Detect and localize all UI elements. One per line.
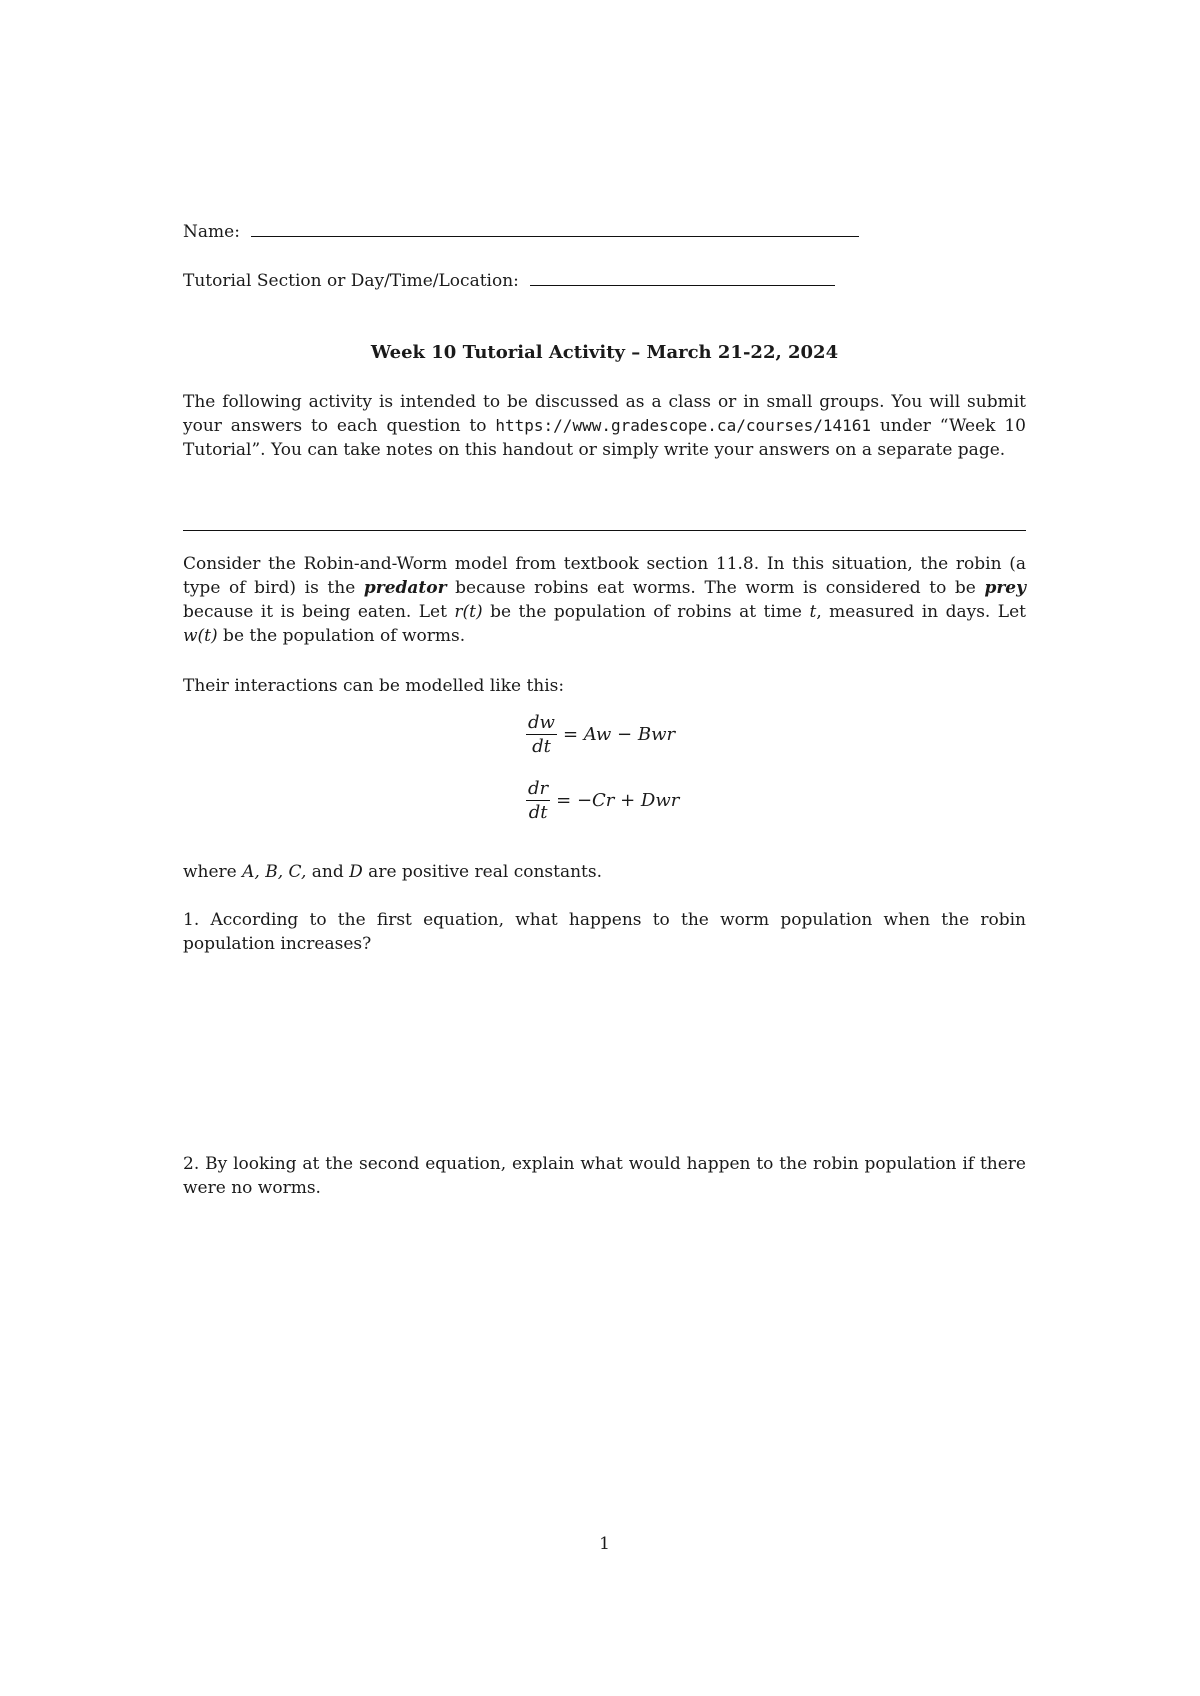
context-text-5: , measured in days. Let bbox=[816, 602, 1026, 622]
document-page bbox=[183, 0, 1026, 1696]
intro-text-after: under “Week 10 Tutorial”. You can take notes on this handout or simply write your answers on a separate page. bbox=[183, 416, 1026, 460]
context-paragraph bbox=[183, 552, 1026, 648]
page-number: 1 bbox=[599, 1534, 610, 1554]
prey-term: prey bbox=[984, 578, 1026, 598]
predator-term: predator bbox=[363, 578, 447, 598]
page-title: Week 10 Tutorial Activity – March 21-22, 2024 bbox=[370, 342, 839, 363]
worm-population-symbol: w(t) bbox=[183, 626, 218, 646]
dw-dt-fraction bbox=[526, 712, 557, 757]
context-text-6: be the population of worms. bbox=[217, 626, 466, 646]
worm-equation-rhs: = Aw − Bwr bbox=[562, 724, 676, 745]
context-text-1: Consider the Robin-and-Worm model from textbook section 11.8. In this situation, the robin (a type of bird) is the bbox=[183, 554, 1026, 598]
context-text-3: because it is being eaten. Let bbox=[183, 602, 455, 622]
constants-suffix: are positive real constants. bbox=[362, 862, 602, 882]
name-blank-line[interactable] bbox=[251, 235, 859, 237]
robin-equation bbox=[526, 778, 679, 823]
dr-numerator: dr bbox=[528, 778, 549, 799]
constants-and: and bbox=[306, 862, 350, 882]
dt-denominator: dt bbox=[528, 802, 548, 823]
gradescope-url[interactable]: https://www.gradescope.ca/courses/14161 bbox=[495, 416, 872, 435]
section-divider bbox=[183, 530, 1026, 531]
context-text-2: because robins eat worms. The worm is considered to be bbox=[446, 578, 985, 598]
question-1: 1. According to the first equation, what happens to the worm population when the robin population increases? bbox=[183, 910, 1026, 954]
name-field-row bbox=[183, 222, 859, 242]
dw-numerator: dw bbox=[528, 712, 555, 733]
robin-equation-rhs: = −Cr + Dwr bbox=[556, 790, 680, 811]
context-text-4: be the population of robins at time bbox=[482, 602, 810, 622]
dt-denominator: dt bbox=[532, 736, 551, 757]
intro-paragraph bbox=[183, 390, 1026, 462]
section-field-row bbox=[183, 271, 835, 291]
dr-dt-fraction bbox=[526, 778, 550, 823]
time-symbol: t bbox=[809, 602, 817, 622]
interactions-label: Their interactions can be modelled like this: bbox=[183, 676, 565, 696]
intro-text-before: The following activity is intended to be discussed as a class or in small groups. You will submit your answers to each question to bbox=[183, 392, 1026, 436]
robin-population-symbol: r(t) bbox=[454, 602, 483, 622]
name-label: Name: bbox=[183, 222, 240, 242]
constant-d: D bbox=[349, 862, 363, 882]
constants-line bbox=[183, 860, 1026, 884]
constants-vars: A, B, C, bbox=[242, 862, 307, 882]
section-label: Tutorial Section or Day/Time/Location: bbox=[183, 271, 519, 291]
section-blank-line[interactable] bbox=[530, 284, 835, 286]
question-2: 2. By looking at the second equation, explain what would happen to the robin population if there were no worms. bbox=[183, 1154, 1026, 1198]
worm-equation bbox=[526, 712, 675, 757]
constants-prefix: where bbox=[183, 862, 243, 882]
